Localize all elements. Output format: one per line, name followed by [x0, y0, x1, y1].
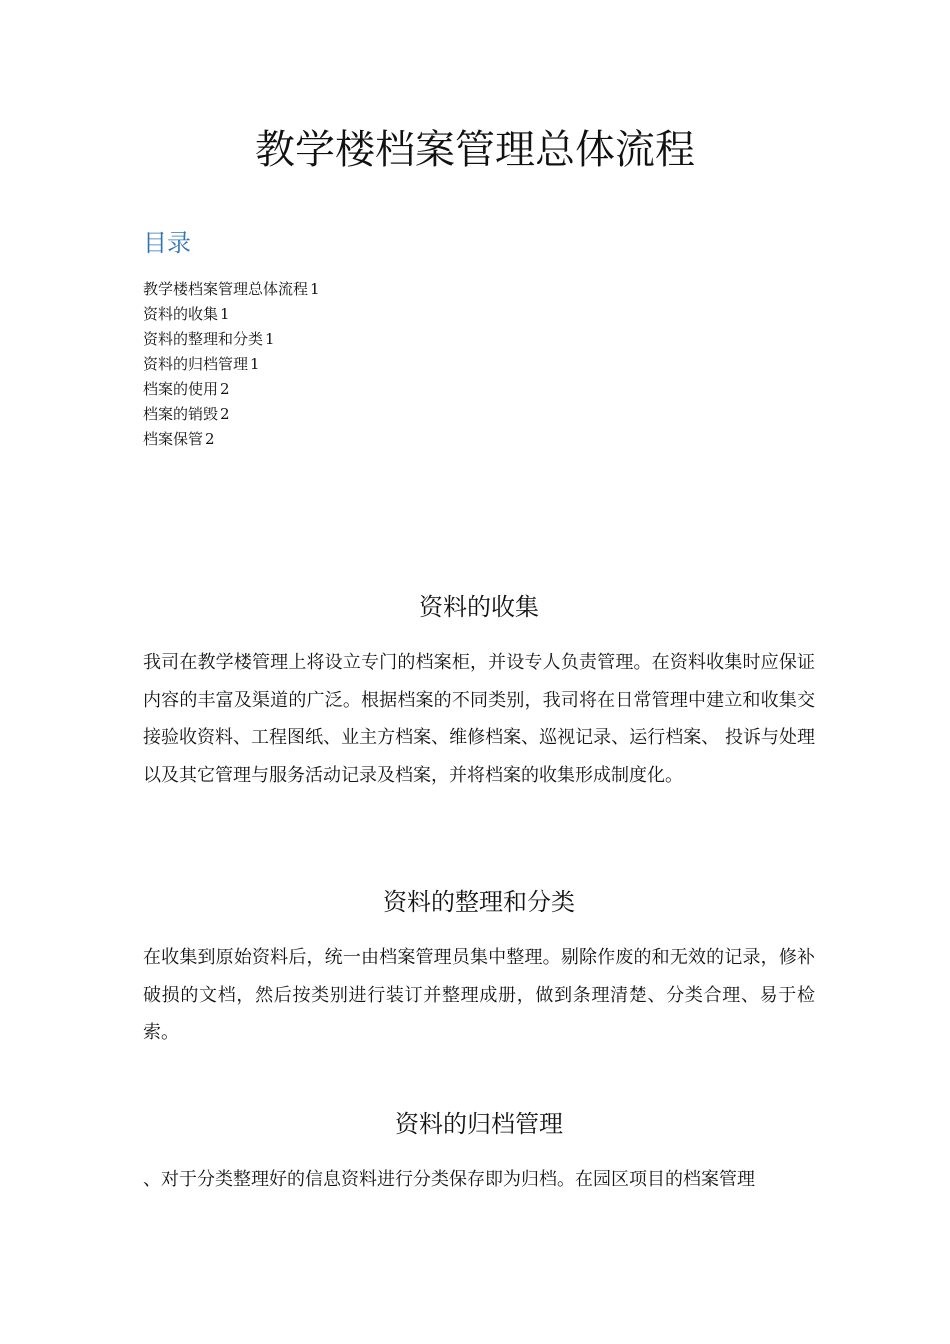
toc-entry-page: 1 [310, 280, 320, 298]
section-collect [143, 590, 815, 794]
section-heading: 资料的收集 [419, 593, 539, 621]
section-paragraph: 、对于分类整理好的信息资料进行分类保存即为归档。在园区项目的档案管理 [143, 1169, 755, 1190]
toc-entry[interactable] [143, 352, 320, 377]
toc-list [143, 277, 320, 452]
toc-entry-label: 资料的整理和分类 [143, 330, 264, 348]
toc-heading: 目录 [143, 229, 191, 257]
toc-entry-page: 1 [250, 355, 260, 373]
toc-entry[interactable] [143, 427, 320, 452]
toc-entry-label: 档案的使用 [143, 380, 219, 398]
section-heading: 资料的整理和分类 [383, 888, 575, 916]
section-archive [143, 1107, 815, 1199]
toc-entry-label: 教学楼档案管理总体流程 [143, 280, 309, 298]
toc-entry-page: 2 [205, 430, 215, 448]
section-paragraph: 在收集到原始资料后，统一由档案管理员集中整理。剔除作废的和无效的记录，修补破损的文档，然后按类别进行装订并整理成册，做到条理清楚、分类合理、易于检索。 [143, 947, 815, 1043]
toc-entry-label: 资料的归档管理 [143, 355, 249, 373]
toc-entry[interactable] [143, 327, 320, 352]
toc-entry-page: 2 [220, 380, 230, 398]
toc-entry[interactable] [143, 377, 320, 402]
section-paragraph: 我司在教学楼管理上将设立专门的档案柜，并设专人负责管理。在资料收集时应保证内容的丰富及渠道的广泛。根据档案的不同类别，我司将在日常管理中建立和收集交接验收资料、工程图纸、业主方档案、维修档案、巡视记录、运行档案、 投诉与处理以及其它管理与服务活动记录及档案，并将档案的收集形成制度化。 [143, 652, 815, 786]
toc-entry-page: 1 [265, 330, 275, 348]
toc-entry-label: 档案的销毁 [143, 405, 219, 423]
toc-entry[interactable] [143, 402, 320, 427]
section-sort [143, 885, 815, 1052]
toc-entry-page: 2 [220, 405, 230, 423]
toc-entry-label: 档案保管 [143, 430, 204, 448]
toc-entry[interactable] [143, 302, 320, 327]
toc-entry[interactable] [143, 277, 320, 302]
toc-entry-label: 资料的收集 [143, 305, 219, 323]
document-title: 教学楼档案管理总体流程 [255, 127, 695, 173]
toc-entry-page: 1 [220, 305, 230, 323]
section-heading: 资料的归档管理 [395, 1110, 563, 1138]
